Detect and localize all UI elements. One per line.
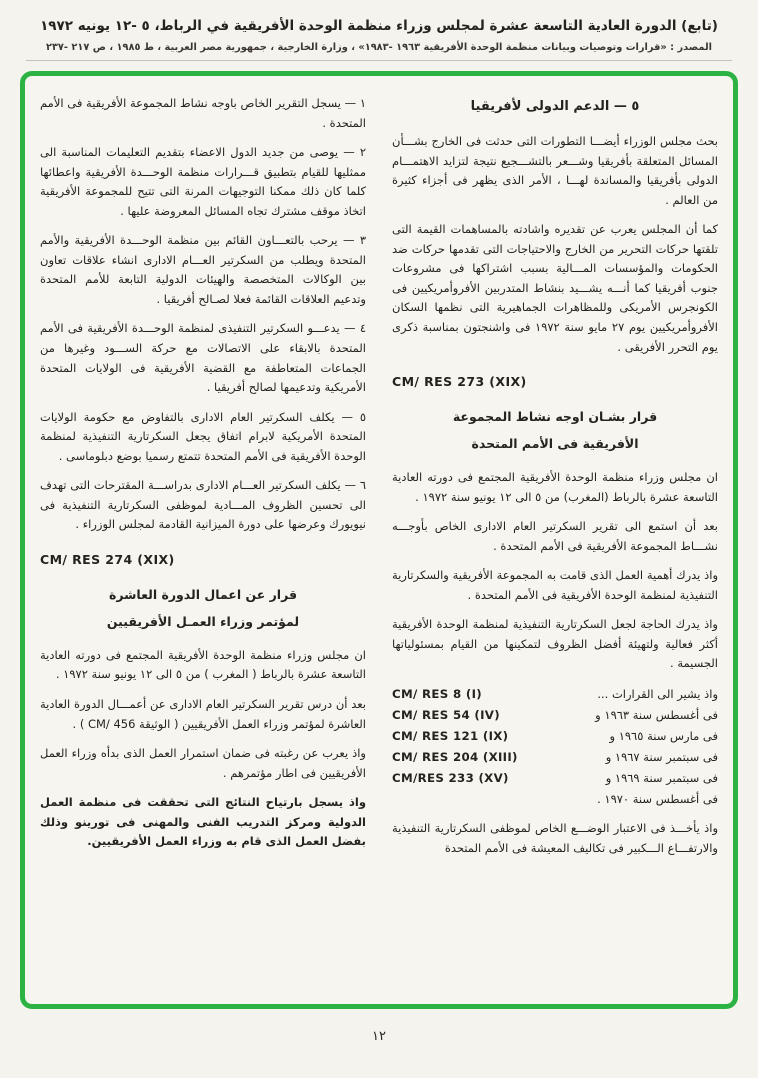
two-column-layout [40, 94, 718, 992]
reference-code: CM/ RES 204 (XIII) [392, 749, 518, 764]
reference-row [392, 768, 718, 789]
reference-row [392, 726, 718, 747]
paragraph: كما أن المجلس يعرب عن تقديره واشادته بالمساهمات القيمة التى تلقتها حركات التحرير من الخارج والاحتياجات التى تقدمها حركات ضد الحكومات والمؤسسات المـــالية بسبب اشتراكها فى مشروعات جنوب أفريقيا كما أنـــه يشـــيد بنشاط المتدربين الأفروأمريكيين فى الكونجرس الأمريكى وللمظاهرات الجماهيرية التى نظمها السكان الأفروأمريكيين يوم ٢٧ مايو سنة ١٩٧٢ فى واشنجتون بمناسبة ذكرى يوم التحرر الأفريقى . [392, 222, 718, 354]
reference-text: فى أغسطس سنة ١٩٧٠ . [597, 791, 718, 806]
paragraph: بحث مجلس الوزراء أيضـــا التطورات التى حدثت فى الخارج بشـــأن المسائل المتعلقة بأفريقيا وشـــعر بالتشـــجيع نتيجة لتزايد الاهتمـــام الدولى بأفريقيا والمساندة لهـــا ، الأمر الذى يظهر فى أجزاء كثيرة من العالم . [392, 134, 718, 207]
numbered-item: ٢ — يوصى من جديد الدول الاعضاء بتقديم التعليمات المناسبة الى ممثليها للقيام بتطبيق قـــرارات منظمة الوحـــدة الأفريقية واعطائها كلما كان ذلك ممكنا التوجيهات المرنة التى تتيح للمجموعة الأفريقية اتخاذ موقف مشترك تجاه المسائل المعروضة عليها . [40, 145, 366, 218]
resolution-heading-line: لمؤتمر وزراء العمـل الأفريقيين [106, 614, 300, 630]
paragraph: بعد أن درس تقرير السكرتير العام الادارى عن أعمـــال الدورة العادية العاشرة لمؤتمر وزراء العمل الأفريقيين ( الوثيقة CM/ 456 ) . [40, 697, 366, 731]
resolution-code: CM/ RES 273 (XIX) [392, 374, 527, 390]
reference-row [392, 789, 718, 809]
resolution-heading-line: قرار عن اعمال الدورة العاشرة [108, 587, 298, 603]
reference-text: فى مارس سنة ١٩٦٥ و [609, 729, 718, 743]
reference-text: واذ يشير الى القرارات ... [597, 687, 718, 702]
paragraph: واذ يدرك الحاجة لجعل السكرتارية التنفيذية لمنظمة الوحدة الأفريقية أكثر فعالية ولتهيئة أفضل الظروف لتمكينها من القيام بمسئولياتها الجسيمة . [392, 617, 718, 671]
numbered-item: ٣ — يرحب بالتعـــاون القائم بين منظمة الوحـــدة الأفريقية والأمم المتحدة ويطلب من السكرتير العـــام الادارى انشاء علاقات تعاون بين الوكالات المتخصصة والهيئات الدولية التابعة للأمم المتحدة وتدعيم العلاقات القائمة فعلا لصـالح أفريقيا . [40, 233, 366, 306]
reference-row [392, 684, 718, 705]
reference-row [392, 747, 718, 768]
resolution-references [392, 684, 718, 809]
source-citation: المصدر : «قرارات وتوصيات وبيانات منظمة الوحدة الأفريقية ١٩٦٣ -١٩٨٣» ، وزارة الخارجية ، جمهورية مصر العربية ، ط ١٩٨٥ ، ص ٢١٧ -٢٣٧ [26, 42, 732, 61]
page-header [0, 18, 758, 61]
reference-code: CM/ RES 8 (I) [392, 687, 482, 702]
document-title: (تابع) الدورة العادية التاسعة عشرة لمجلس وزراء منظمة الوحدة الأفريقية في الرباط، ٥ -١٢ يونيه ١٩٧٢ [40, 18, 718, 34]
reference-text: فى سبتمبر سنة ١٩٦٩ و [605, 770, 718, 785]
resolution-heading [40, 582, 366, 636]
reference-text: فى أغسطس سنة ١٩٦٣ و [595, 708, 718, 723]
resolution-heading-line: قرار بشـان اوجه نشاط المجموعة [452, 409, 658, 425]
column-left [40, 94, 366, 992]
paragraph: ان مجلس وزراء منظمة الوحدة الأفريقية المجتمع فى دورته العادية التاسعة عشرة بالرباط (المغرب) من ٥ الى ١٢ يونيو سنة ١٩٧٢ . [392, 470, 718, 504]
reference-row [392, 705, 718, 726]
reference-text: فى سبتمبر سنة ١٩٦٧ و [605, 749, 718, 764]
paragraph: واذ يسجل بارتياح النتائج التى تحققت فى منظمة العمل الدولية ومركز التدريب الفنى والمهنى فى تورينو وذلك بفضل العمل الذى قام به وزراء العمل الأفريقيين. [40, 795, 366, 849]
paragraph: واذ يأخـــذ فى الاعتبار الوضـــع الخاص لموظفى السكرتارية التنفيذية والارتفـــاع الـــكبير فى تكاليف المعيشة فى الأمم المتحدة [392, 821, 718, 855]
numbered-item: ٦ — يكلف السكرتير العـــام الادارى بدراســـة المقترحات التى تهدف الى تحسين الظروف المـــادية لموظفى السكرتارية التنفيذية فى نيويورك وعرضها على دورة الميزانية القادمة لمجلس الوزراء . [40, 478, 366, 532]
resolution-heading-line: الأفريقية فى الأمم المتحدة [471, 436, 639, 452]
numbered-item: ١ — يسجل التقرير الخاص باوجه نشاط المجموعة الأفريقية فى الأمم المتحدة . [40, 96, 366, 130]
paragraph: ان مجلس وزراء منظمة الوحدة الأفريقية المجتمع فى دورته العادية التاسعة عشرة بالرباط ( المغرب ) من ٥ الى ١٢ يونيو سنة ١٩٧٢ . [40, 647, 366, 682]
column-right [392, 94, 718, 992]
reference-code: CM/ RES 54 (IV) [392, 708, 500, 723]
paragraph: واذ يدرك أهمية العمل الذى قامت به المجموعة الأفريقية والسكرتارية التنفيذية لمنظمة الوحدة الأفريقية فى الأمم المتحدة . [392, 568, 718, 602]
resolution-heading [392, 404, 718, 458]
reference-code: CM/RES 233 (XV) [392, 770, 509, 785]
content-frame [20, 71, 738, 1009]
numbered-item: ٤ — يدعـــو السكرتير التنفيذى لمنظمة الوحـــدة الأفريقية فى الأمم المتحدة بالابقاء على الاتصالات مع حركة الســـود وغيرها من الجماعات المتعاطفة مع القضية الأفريقية فى الولايات المتحدة الأمريكية وتدعيمها لصالح أفريقيا . [40, 321, 366, 395]
page-number: ١٢ [372, 1029, 386, 1044]
page-footer [0, 1025, 758, 1044]
reference-code: CM/ RES 121 (IX) [392, 729, 509, 743]
resolution-code: CM/ RES 274 (XIX) [40, 551, 175, 567]
paragraph: واذ يعرب عن رغبته فى ضمان استمرار العمل الذى بدأه وزراء العمل الأفريقيين فى اطار مؤتمرهم . [40, 746, 366, 780]
paragraph: بعد أن استمع الى تقرير السكرتير العام الادارى الخاص بأوجـــه نشـــاط المجموعة الأفريقية فى الأمم المتحدة . [392, 519, 718, 553]
section-heading: ٥ — الدعم الدولى لأفريقيا [470, 99, 640, 114]
numbered-item: ٥ — يكلف السكرتير العام الادارى بالتفاوض مع حكومة الولايات المتحدة الأمريكية لابرام اتفاق يجعل السكرتارية التنفيذية لمنظمة الوحدة الأفريقية فى الأمم المتحدة تتمتع رسميا بوضع دبلوماسى . [40, 409, 366, 463]
